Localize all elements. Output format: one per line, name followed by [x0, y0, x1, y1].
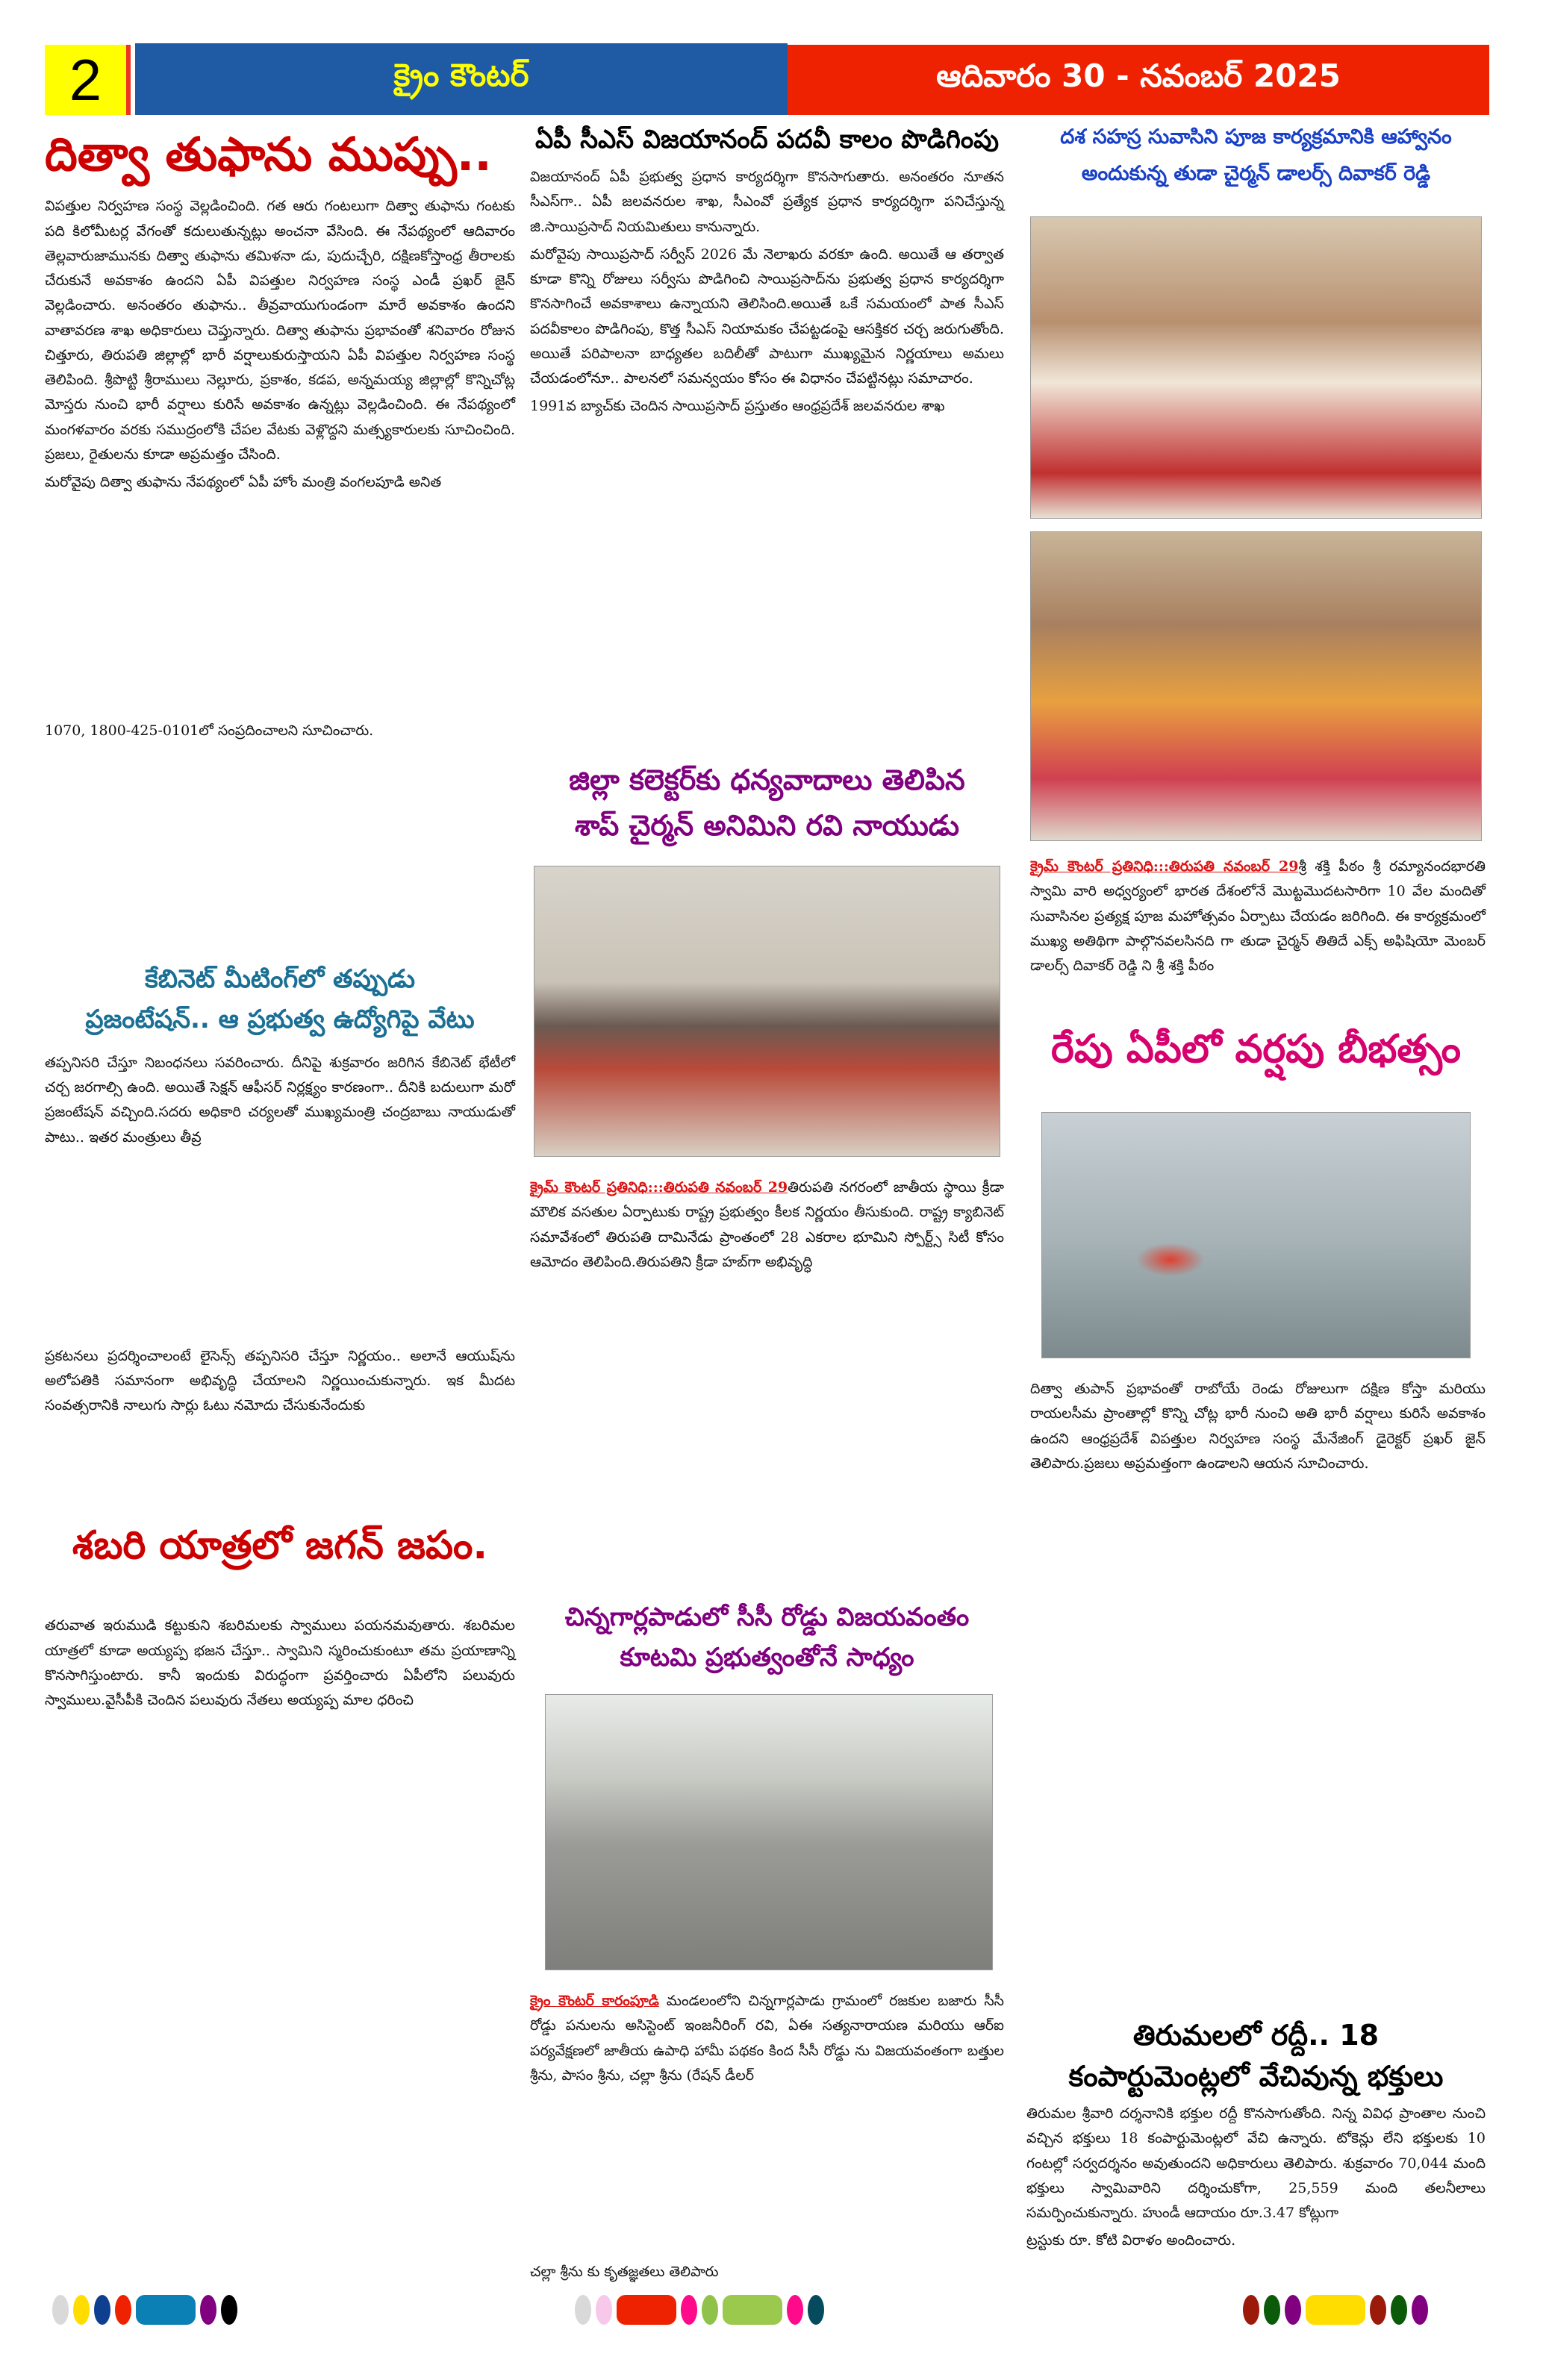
paragraph: ప్రకటనలు ప్రదర్శించాలంటే లైసెన్స్ తప్పనిసరి చేస్తూ నిర్ణయం.. అలానే ఆయుష్‌ను అలోపతికి సమానంగా అభివృద్ధి చేయాలని నిర్ణయించుకున్నారు. ఇక మీదట సంవత్సరానికి నాలుగు సార్లు ఓటు నమోదు చేసుకునేందుకు	[45, 1347, 515, 1414]
page-number: 2	[45, 45, 131, 115]
headline: దిత్వా తుఫాను ముప్పు..	[45, 127, 492, 181]
color-swatch	[52, 2295, 69, 2325]
color-bar-left	[52, 2295, 237, 2325]
paragraph: మరోవైపు సాయిప్రసాద్ సర్వీస్ 2026 మే నెలాఖరు వరకూ ఉంది. అయితే ఆ తర్వాత కూడా కొన్ని రోజులు సర్వీసు పొడిగించి సాయిప్రసాద్‌ను ప్రభుత్వ ప్రధాన కార్యదర్శిగా కొనసాగించే అవకాశాలు ఉన్నాయని తెలిసింది.అయితే ఒకే సమయంలో పాత సీఎస్ పదవీకాలం పొడిగింపు, కొత్త సీఎస్ నియామకం చేపట్టడంపై ఆసక్తికర చర్చ జరుగుతోంది. అయితే పరిపాలనా బాధ్యతల బదిలీతో పాటుగా ముఖ్యమైన నిర్ణయాలు అమలు చేయడంలోనూ.. పాలనలో సమన్వయం కోసం ఈ విధానం చేపట్టినట్లు సమాచారం.	[530, 246, 1004, 387]
color-swatch	[1264, 2295, 1280, 2325]
issue-date: ఆదివారం 30 - నవంబర్ 2025	[788, 45, 1489, 115]
headline-line: అందుకున్న తుడా చైర్మన్ డాలర్స్ దివాకర్ రెడ్డి	[1081, 161, 1431, 185]
paragraph: మండలంలోని చిన్నగార్లపాడు గ్రామంలో రజకుల బజారు సీసీ రోడ్డు పనులను అసిస్టెంట్ ఇంజనీరింగ్ రవి, ఏఈ సత్యనారాయణ మరియు ఆర్ఐ పర్యవేక్షణలో జాతీయ ఉపాధి హామీ పథకం కింద సీసీ రోడ్డు ను విజయవంతంగా బత్తుల శ్రీను, పాసం శ్రీను, చల్లా శ్రీను (రేషన్ డీలర్	[530, 1993, 1004, 2084]
color-swatch	[1285, 2295, 1301, 2325]
color-swatch	[1243, 2295, 1259, 2325]
headline	[1026, 2015, 1486, 2097]
paragraph: మరోవైపు దిత్వా తుఫాను నేపథ్యంలో ఏపీ హోం మంత్రి వంగలపూడి అనిత	[45, 474, 442, 491]
headline	[45, 959, 515, 1040]
article-cyclone	[45, 127, 515, 747]
color-swatch	[617, 2295, 676, 2325]
color-swatch	[94, 2295, 110, 2325]
headline-line: కూటమి ప్రభుత్వంతోనే సాధ్యం	[620, 1643, 914, 1673]
color-swatch	[575, 2295, 591, 2325]
color-swatch	[702, 2295, 718, 2325]
article-cc-road	[530, 1597, 1004, 1678]
article-collector	[530, 758, 1004, 849]
puja-photo-1	[1030, 216, 1482, 519]
article-cabinet	[45, 959, 515, 1422]
paragraph: విపత్తుల నిర్వహణ సంస్థ వెల్లడించింది. గత ఆరు గంటలుగా దిత్వా తుఫాను గంటకు పది కిలోమీటర్ల వేగంతో కదులుతున్నట్లు అంచనా వేసింది. ఈ నేపథ్యంలో ఆదివారం తెల్లవారుజామునకు దిత్వా తుఫాను తమిళనా డు, పుదుచ్చేరి, దక్షిణకోస్తాంధ్ర తీరాలకు చేరుకునే అవకాశం ఉందని ఏపీ విపత్తుల నిర్వహణ సంస్థ ఎండీ ప్రఖర్ జైన్ వెల్లడించారు. అనంతరం తుఫాను.. తీవ్రవాయుగుండంగా మారే అవకాశం ఉందని వాతావరణ శాఖ అధికారులు చెప్తున్నారు. దిత్వా తుఫాను ప్రభావంతో శనివారం రోజున చిత్తూరు, తిరుపతి జిల్లాల్లో భారీ వర్షాలుకురుస్తాయని ఏపీ విపత్తుల నిర్వహణ సంస్థ తెలిపింది. శ్రీపొట్టి శ్రీరాములు నెల్లూరు, ప్రకాశం, కడప, అన్నమయ్య జిల్లాల్లో కొన్నిచోట్ల మోస్తరు నుంచి భారీ వర్షాలు కురిసే అవకాశం ఉన్నట్లు వెల్లడించింది. ఈ నేపథ్యంలో మంగళవారం వరకు సముద్రంలోకి చేపల వేటకు వెళ్లొద్దని మత్స్యకారులకు సూచించింది. ప్రజలు, రైతులను కూడా అప్రమత్తం చేసింది.	[45, 198, 515, 463]
headline	[530, 758, 1004, 849]
paper-name: క్రైం కౌంటర్	[135, 43, 788, 115]
paragraph: తిరుమల శ్రీవారి దర్శనానికి భక్తుల రద్దీ కొనసాగుతోంది. నిన్న వివిధ ప్రాంతాల నుంచి వచ్చిన భక్తులు 18 కంపార్టుమెంట్లలో వేచి ఉన్నారు. టోకెన్లు లేని భక్తులకు 10 గంటల్లో సర్వదర్శనం అవుతుందని అధికారులు తెలిపారు. శుక్రవారం 70,044 మంది భక్తులు స్వామివారిని దర్శించుకోగా, 25,559 మంది తలనీలాలు సమర్పించుకున్నారు. హుండీ ఆదాయం రూ.3.47 కోట్లుగా	[1026, 2105, 1486, 2222]
paragraph: శ్రీ శక్తి పీఠం శ్రీ రమ్యానందభారతి స్వామి వారి అధ్వర్యంలో భారత దేశంలోనే మొట్టమొదటసారిగా 10 వేల మందితో సువాసినల ప్రత్యక్ష పూజ మహోత్సవం ఏర్పాటు చేయడం జరిగింది. ఈ కార్యక్రమంలో ముఖ్య అతిథిగా పాల్గొనవలసినది గా తుడా చైర్మన్ తితిదే ఎక్స్ అఫిషియో మెంబర్ డాలర్స్ దివాకర్ రెడ్డి ని శ్రీ శక్తి పీఠం	[1030, 858, 1486, 974]
headline-line: కంపార్టుమెంట్లలో వేచివున్న భక్తులు	[1068, 2060, 1444, 2093]
color-swatch	[221, 2295, 237, 2325]
color-swatch	[115, 2295, 131, 2325]
headline	[530, 1597, 1004, 1678]
rain-photo	[1041, 1112, 1471, 1358]
article-rain	[1026, 1026, 1486, 1072]
headline-line: దశ సహస్ర సువాసిని పూజ కార్యక్రమానికి ఆహ్వానం	[1060, 125, 1452, 149]
color-swatch	[136, 2295, 196, 2325]
paragraph: తప్పనిసరి చేస్తూ నిబంధనలు సవరించారు. దీనిపై శుక్రవారం జరిగిన కేబినెట్ భేటీలో చర్చ జరగాల్సి ఉంది. అయితే సెక్షన్ ఆఫీసర్ నిర్లక్ష్యం కారణంగా.. దీనికి బదులుగా మరో ప్రజంటేషన్ వచ్చింది.సదరు అధికారి చర్యలతో ముఖ్యమంత్రి చంద్రబాబు నాయుడుతో పాటు.. ఇతర మంత్రులు తీవ్ర	[45, 1054, 515, 1146]
cc-road-photo	[545, 1694, 993, 1970]
headline-line: తిరుమలలో రద్దీ.. 18	[1132, 2019, 1380, 2052]
color-bar-right	[1243, 2295, 1428, 2325]
paragraph: దిత్వా తుపాన్ ప్రభావంతో రాబోయే రెండు రోజులుగా దక్షిణ కోస్తా మరియు రాయలసీమ ప్రాంతాల్లో కొన్ని చోట్ల భారీ నుంచి అతి భారీ వర్షాలు కురిసే అవకాశం ఉందని ఆంధ్రప్రదేశ్ విపత్తుల నిర్వహణ సంస్థ మేనేజింగ్ డైరెక్టర్ ప్రఖర్ జైన్ తెలిపారు.ప్రజలు అప్రమత్తంగా ఉండాలని ఆయన సూచించారు.	[1030, 1381, 1486, 1472]
headline-line: ప్రజంటేషన్.. ఆ ప్రభుత్వ ఉద్యోగిపై వేటు	[85, 1005, 475, 1035]
rain-body	[1030, 1377, 1486, 1479]
headline: శబరి యాత్రలో జగన్ జపం.	[72, 1523, 488, 1568]
paragraph: 1070, 1800-425-0101లో సంప్రదించాలని సూచించారు.	[45, 722, 374, 740]
color-swatch	[200, 2295, 216, 2325]
article-tirumala	[1026, 2015, 1486, 2257]
paragraph: తరువాత ఇరుముడి కట్టుకుని శబరిమలకు స్వాములు పయనమవుతారు. శబరిమల యాత్రలో కూడా అయ్యప్ప భజన చేస్తూ.. స్వామిని స్మరించుకుంటూ తమ ప్రయాణాన్ని కొనసాగిస్తుంటారు. కానీ ఇందుకు విరుద్ధంగా ప్రవర్తించారు ఏపీలోని పలువురు స్వాములు.వైసీపీకి చెందిన పలువురు నేతలు అయ్యప్ప మాల ధరించి	[45, 1617, 515, 1709]
headline-line: జిల్లా కలెక్టర్‌కు ధన్యవాదాలు తెలిపిన	[569, 763, 965, 796]
color-swatch	[1370, 2295, 1386, 2325]
headline-line: చిన్నగార్లపాడులో సీసీ రోడ్డు విజయవంతం	[564, 1602, 970, 1632]
headline	[1026, 119, 1486, 192]
article-puja	[1026, 119, 1486, 192]
color-swatch	[1391, 2295, 1407, 2325]
headline: రేపు ఏపీలో వర్షపు బీభత్సం	[1051, 1027, 1461, 1072]
group-photo-collector	[534, 866, 1000, 1157]
headline-line: కేబినెట్ మీటింగ్‌లో తప్పుడు	[145, 964, 415, 994]
headline-line: శాప్ చైర్మన్ అనిమిని రవి నాయుడు	[574, 808, 960, 842]
paragraph: 1991వ బ్యాచ్‌కు చెందిన సాయిప్రసాద్ ప్రస్తుతం ఆంధ్రప్రదేశ్ జలవనరుల శాఖ	[530, 398, 945, 415]
paragraph: విజయానంద్ ఏపీ ప్రభుత్వ ప్రధాన కార్యదర్శిగా కొనసాగుతారు. అనంతరం నూతన సీఎస్‌గా.. ఏపీ జలవనరుల శాఖ, సీఎంవో ప్రత్యేక ప్రధాన కార్యదర్శిగా పనిచేస్తున్న జి.సాయిప్రసాద్ నియమితులు కానున్నారు.	[530, 169, 1004, 235]
color-bar-middle	[575, 2295, 824, 2325]
cc-road-body	[530, 1989, 1004, 2287]
color-swatch	[808, 2295, 824, 2325]
headline: ఏపీ సీఎస్ విజయానంద్ పదవీ కాలం పొడిగింపు	[534, 125, 1000, 154]
article-sabari	[45, 1522, 515, 1716]
puja-photo-2	[1030, 531, 1482, 841]
paragraph: ట్రస్టుకు రూ. కోటి విరాళం అందించారు.	[1026, 2232, 1236, 2249]
article-cs-extension	[530, 123, 1004, 422]
color-swatch	[681, 2295, 697, 2325]
dateline: క్రైమ్ కౌంటర్ ప్రతినిధి:::తిరుపతి నవంబర్ 29	[530, 1179, 788, 1196]
paragraph: చల్లా శ్రీను కు కృతజ్ఞతలు తెలిపారు	[530, 2264, 719, 2280]
color-swatch	[73, 2295, 90, 2325]
color-swatch	[723, 2295, 782, 2325]
collector-body	[530, 1175, 1004, 1275]
dateline: క్రైం కౌంటర్ కారంపూడి	[530, 1993, 659, 2009]
color-swatch	[596, 2295, 612, 2325]
color-swatch	[1412, 2295, 1428, 2325]
paragraph: తిరుపతి నగరంలో జాతీయ స్థాయి క్రీడా మౌలిక వసతుల ఏర్పాటుకు రాష్ట్ర ప్రభుత్వం కీలక నిర్ణయం తీసుకుంది. రాష్ట్ర క్యాబినెట్ సమావేశంలో తిరుపతి దామినేడు ప్రాంతంలో 28 ఎకరాల భూమిని స్పోర్ట్స్ సిటీ కోసం ఆమోదం తెలిపింది.తిరుపతిని క్రీడా హబ్‌గా అభివృద్ధి	[530, 1179, 1004, 1270]
dateline: క్రైమ్ కౌంటర్ ప్రతినిధి:::తిరుపతి నవంబర్ 29	[1030, 858, 1299, 875]
color-swatch	[1306, 2295, 1365, 2325]
puja-body	[1030, 855, 1486, 978]
color-swatch	[787, 2295, 803, 2325]
